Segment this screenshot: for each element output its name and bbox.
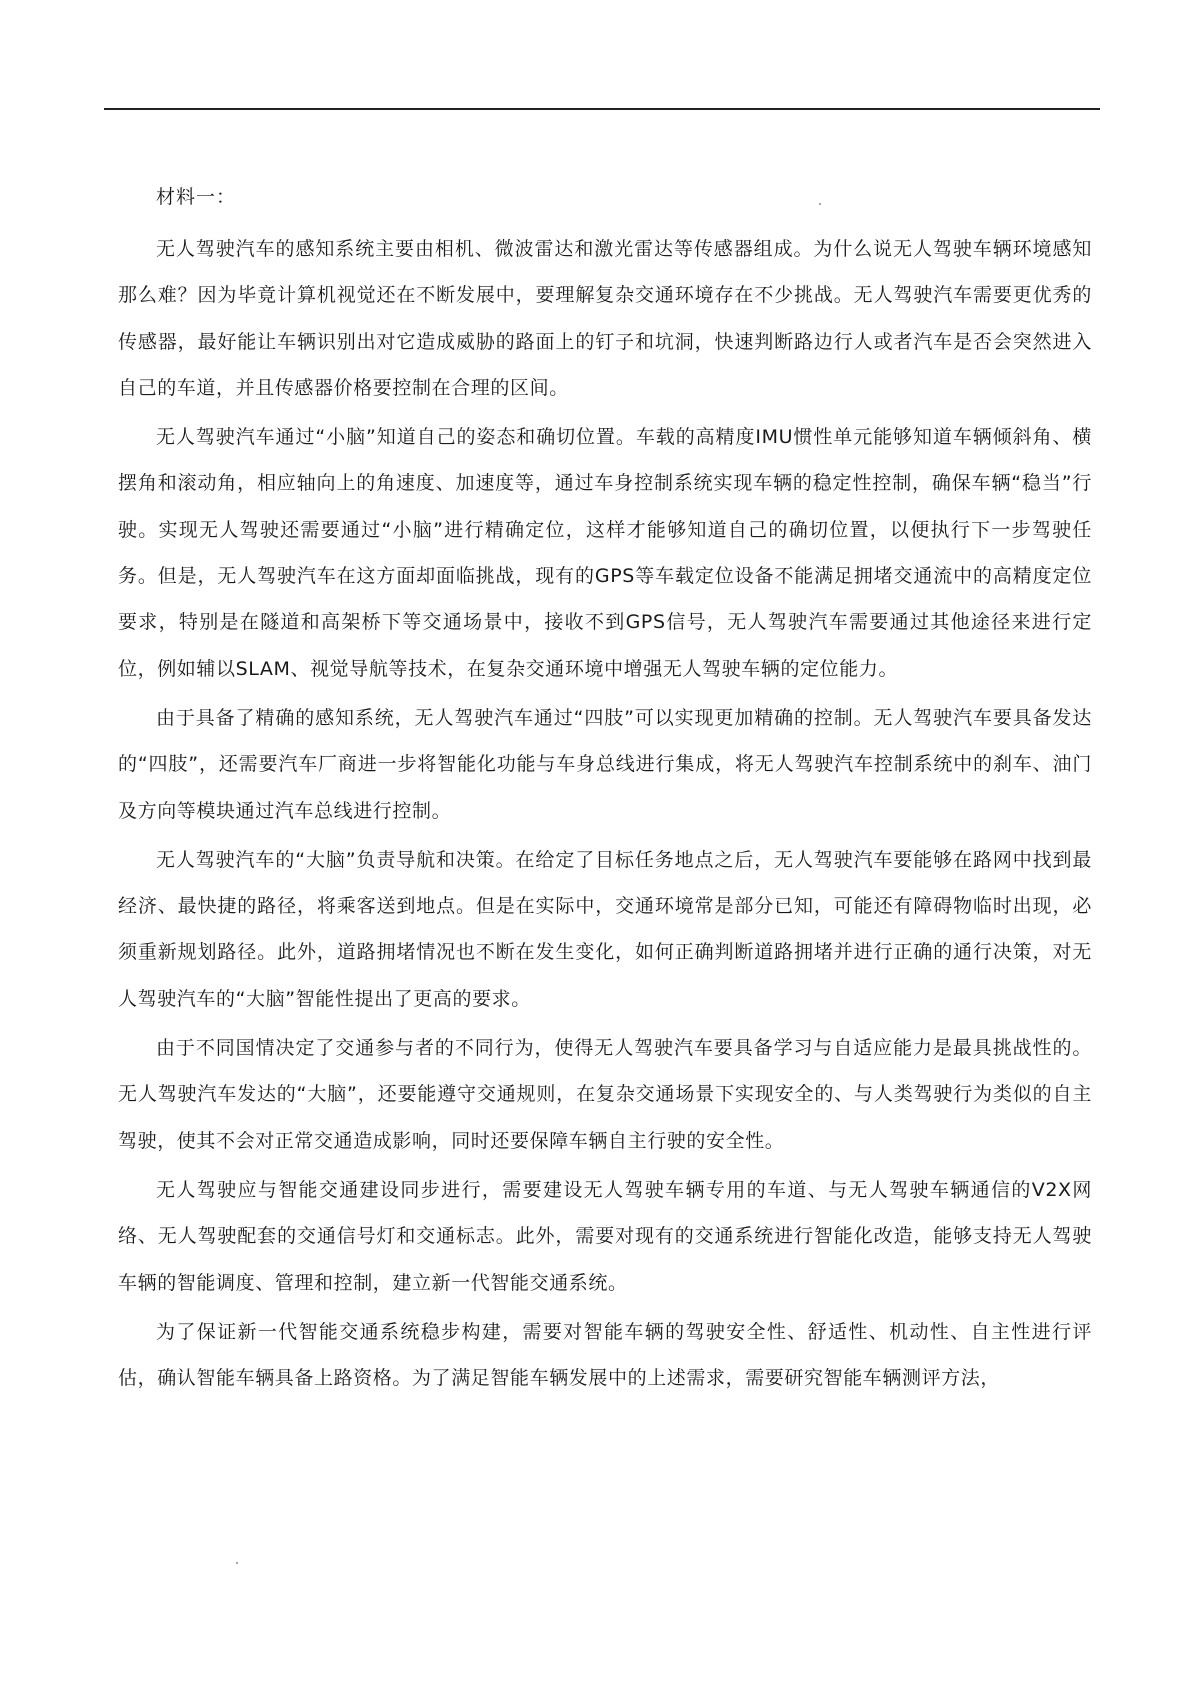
paragraph-perception: 无人驾驶汽车的感知系统主要由相机、微波雷达和激光雷达等传感器组成。为什么说无人驾驶车辆环境感知那么难？因为毕竟计算机视觉还在不断发展中，要理解复杂交通环境存在不少挑战。无人驾驶汽车需要更优秀的传感器，最好能让车辆识别出对它造成威胁的路面上的钉子和坑洞，快速判断路边行人或者汽车是否会突然进入自己的车道，并且传感器价格要控制在合理的区间。 <box>118 238 1092 399</box>
scan-speck <box>236 1562 238 1564</box>
paragraph-evaluation: 为了保证新一代智能交通系统稳步构建，需要对智能车辆的驾驶安全性、舒适性、机动性、自主性进行评估，确认智能车辆具备上路资格。为了满足智能车辆发展中的上述需求，需要研究智能车辆测评方法， <box>118 1320 1092 1390</box>
paragraph-adaptive: 由于不同国情决定了交通参与者的不同行为，使得无人驾驶汽车要具备学习与自适应能力是最具挑战性的。无人驾驶汽车发达的“大脑”，还要能遵守交通规则，在复杂交通场景下实现安全的、与人类驾驶行为类似的自主驾驶，使其不会对正常交通造成影响，同时还要保障车辆自主行驶的安全性。 <box>118 1037 1092 1152</box>
paragraph-limbs: 由于具备了精确的感知系统，无人驾驶汽车通过“四肢”可以实现更加精确的控制。无人驾驶汽车要具备发达的“四肢”，还需要汽车厂商进一步将智能化功能与车身总线进行集成，将无人驾驶汽车控制系统中的刹车、油门及方向等模块通过汽车总线进行控制。 <box>118 706 1092 822</box>
document-body <box>118 174 1092 1404</box>
section-heading: 材料一： <box>156 186 237 208</box>
paragraph-smart-traffic: 无人驾驶应与智能交通建设同步进行，需要建设无人驾驶车辆专用的车道、与无人驾驶车辆通信的V2X网络、无人驾驶配套的交通信号灯和交通标志。此外，需要对现有的交通系统进行智能化改造，能够支持无人驾驶车辆的智能调度、管理和控制，建立新一代智能交通系统。 <box>118 1178 1092 1294</box>
paragraph-cerebellum: 无人驾驶汽车通过“小脑”知道自己的姿态和确切位置。车载的高精度IMU惯性单元能够知道车辆倾斜角、横摆角和滚动角，相应轴向上的角速度、加速度等，通过车身控制系统实现车辆的稳定性控制，确保车辆“稳当”行驶。实现无人驾驶还需要通过“小脑”进行精确定位，这样才能够知道自己的确切位置，以便执行下一步驾驶任务。但是，无人驾驶汽车在这方面却面临挑战，现有的GPS等车载定位设备不能满足拥堵交通流中的高精度定位要求，特别是在隧道和高架桥下等交通场景中，接收不到GPS信号，无人驾驶汽车需要通过其他途径来进行定位，例如辅以SLAM、视觉导航等技术，在复杂交通环境中增强无人驾驶车辆的定位能力。 <box>118 426 1092 680</box>
header-rule <box>104 108 1100 110</box>
paragraph-brain: 无人驾驶汽车的“大脑”负责导航和决策。在给定了目标任务地点之后，无人驾驶汽车要能够在路网中找到最经济、最快捷的路径，将乘客送到地点。但是在实际中，交通环境常是部分已知，可能还有障碍物临时出现，必须重新规划路径。此外，道路拥堵情况也不断在发生变化，如何正确判断道路拥堵并进行正确的通行决策，对无人驾驶汽车的“大脑”智能性提出了更高的要求。 <box>118 848 1092 1010</box>
